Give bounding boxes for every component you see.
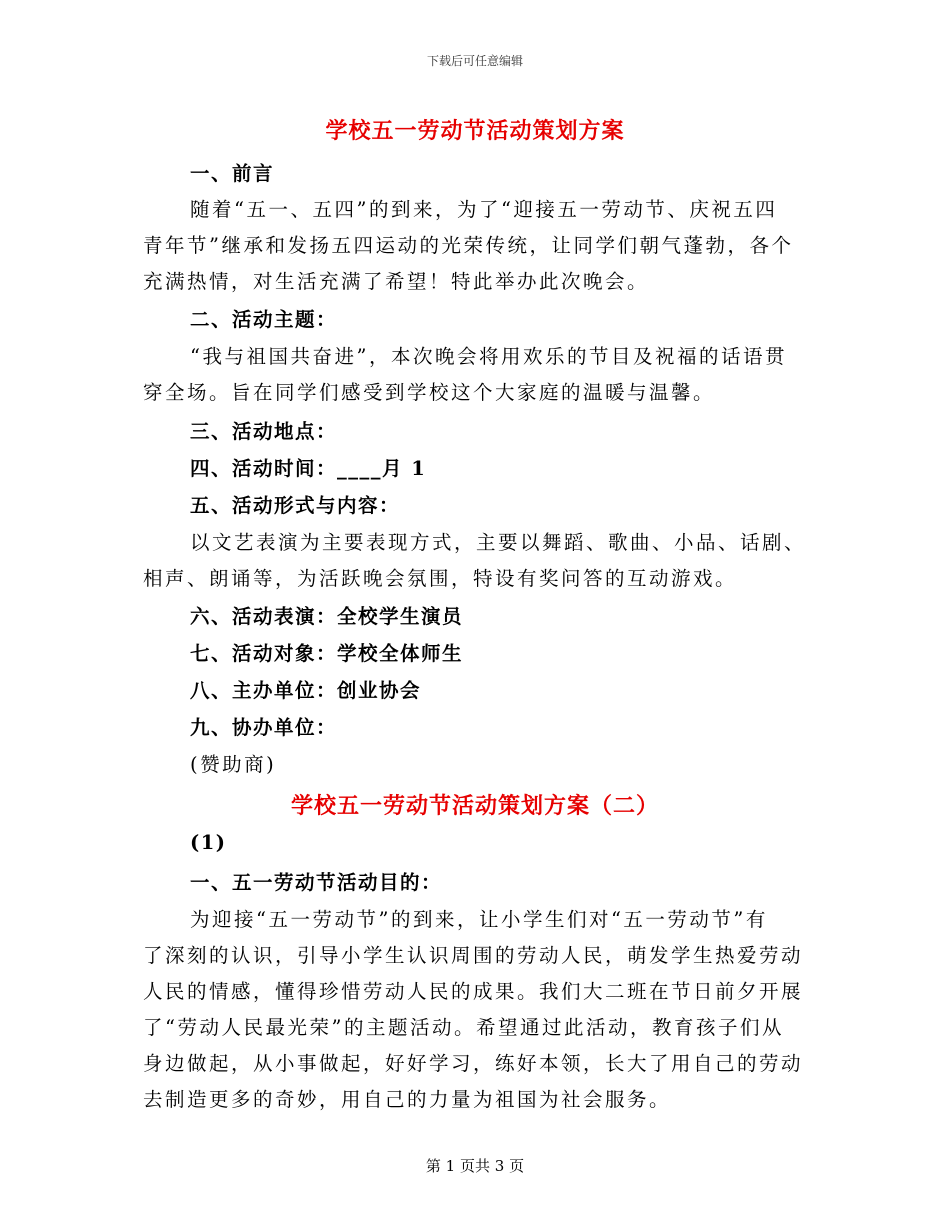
section-heading-co-organizer: 九、协办单位： <box>190 716 338 739</box>
paragraph-line: 随着“五一、五四”的到来，为了“迎接五一劳动节、庆祝五四 <box>190 198 778 221</box>
section-heading-purpose: 一、五一劳动节活动目的： <box>190 871 443 894</box>
page-footer: 第 1 页共 3 页 <box>425 1157 525 1175</box>
section-heading-format: 五、活动形式与内容： <box>190 494 401 517</box>
section-heading-performers: 六、活动表演：全校学生演员 <box>190 605 464 628</box>
paragraph-line: 了“劳动人民最光荣”的主题活动。希望通过此活动，教育孩子们从 <box>143 1016 784 1039</box>
section-heading-audience: 七、活动对象：学校全体师生 <box>190 642 464 665</box>
section-heading-location: 三、活动地点： <box>190 420 338 443</box>
paragraph-line: 为迎接“五一劳动节”的到来，让小学生们对“五一劳动节”有 <box>190 908 768 931</box>
paragraph-line: 身边做起，从小事做起，好好学习，练好本领，长大了用自己的劳动 <box>143 1052 804 1075</box>
section-heading-preface: 一、前言 <box>190 162 275 185</box>
paragraph-line: 了深刻的认识，引导小学生认识周围的劳动人民，萌发学生热爱劳动 <box>143 944 804 967</box>
paragraph-line: 青年节”继承和发扬五四运动的光荣传统，让同学们朝气蓬勃，各个 <box>143 234 794 257</box>
paragraph-line: “我与祖国共奋进”，本次晚会将用欢乐的节目及祝福的话语贯 <box>190 345 787 368</box>
document-title-2: 学校五一劳动节活动策划方案（二） <box>290 793 659 819</box>
section-heading-organizer: 八、主办单位：创业协会 <box>190 679 422 702</box>
section-heading-theme: 二、活动主题： <box>190 308 338 331</box>
paragraph-line: 人民的情感，懂得珍惜劳动人民的成果。我们大二班在节日前夕开展 <box>143 980 804 1003</box>
sponsor-note: (赞助商) <box>190 753 277 776</box>
paragraph-line: 穿全场。旨在同学们感受到学校这个大家庭的温暖与温馨。 <box>143 381 716 404</box>
document-title: 学校五一劳动节活动策划方案 <box>325 118 625 144</box>
section-heading-time: 四、活动时间：____月 1 <box>190 457 427 480</box>
paragraph-line: 去制造更多的奇妙，用自己的力量为祖国为社会服务。 <box>143 1088 672 1111</box>
paragraph-line: 充满热情，对生活充满了希望！特此举办此次晚会。 <box>143 270 650 293</box>
header-note: 下载后可任意编辑 <box>426 54 523 68</box>
paragraph-line: 以文艺表演为主要表现方式，主要以舞蹈、歌曲、小品、话剧、 <box>190 531 807 554</box>
paragraph-line: 相声、朗诵等，为活跃晚会氛围，特设有奖问答的互动游戏。 <box>143 567 738 590</box>
part-label: (1) <box>190 831 227 854</box>
